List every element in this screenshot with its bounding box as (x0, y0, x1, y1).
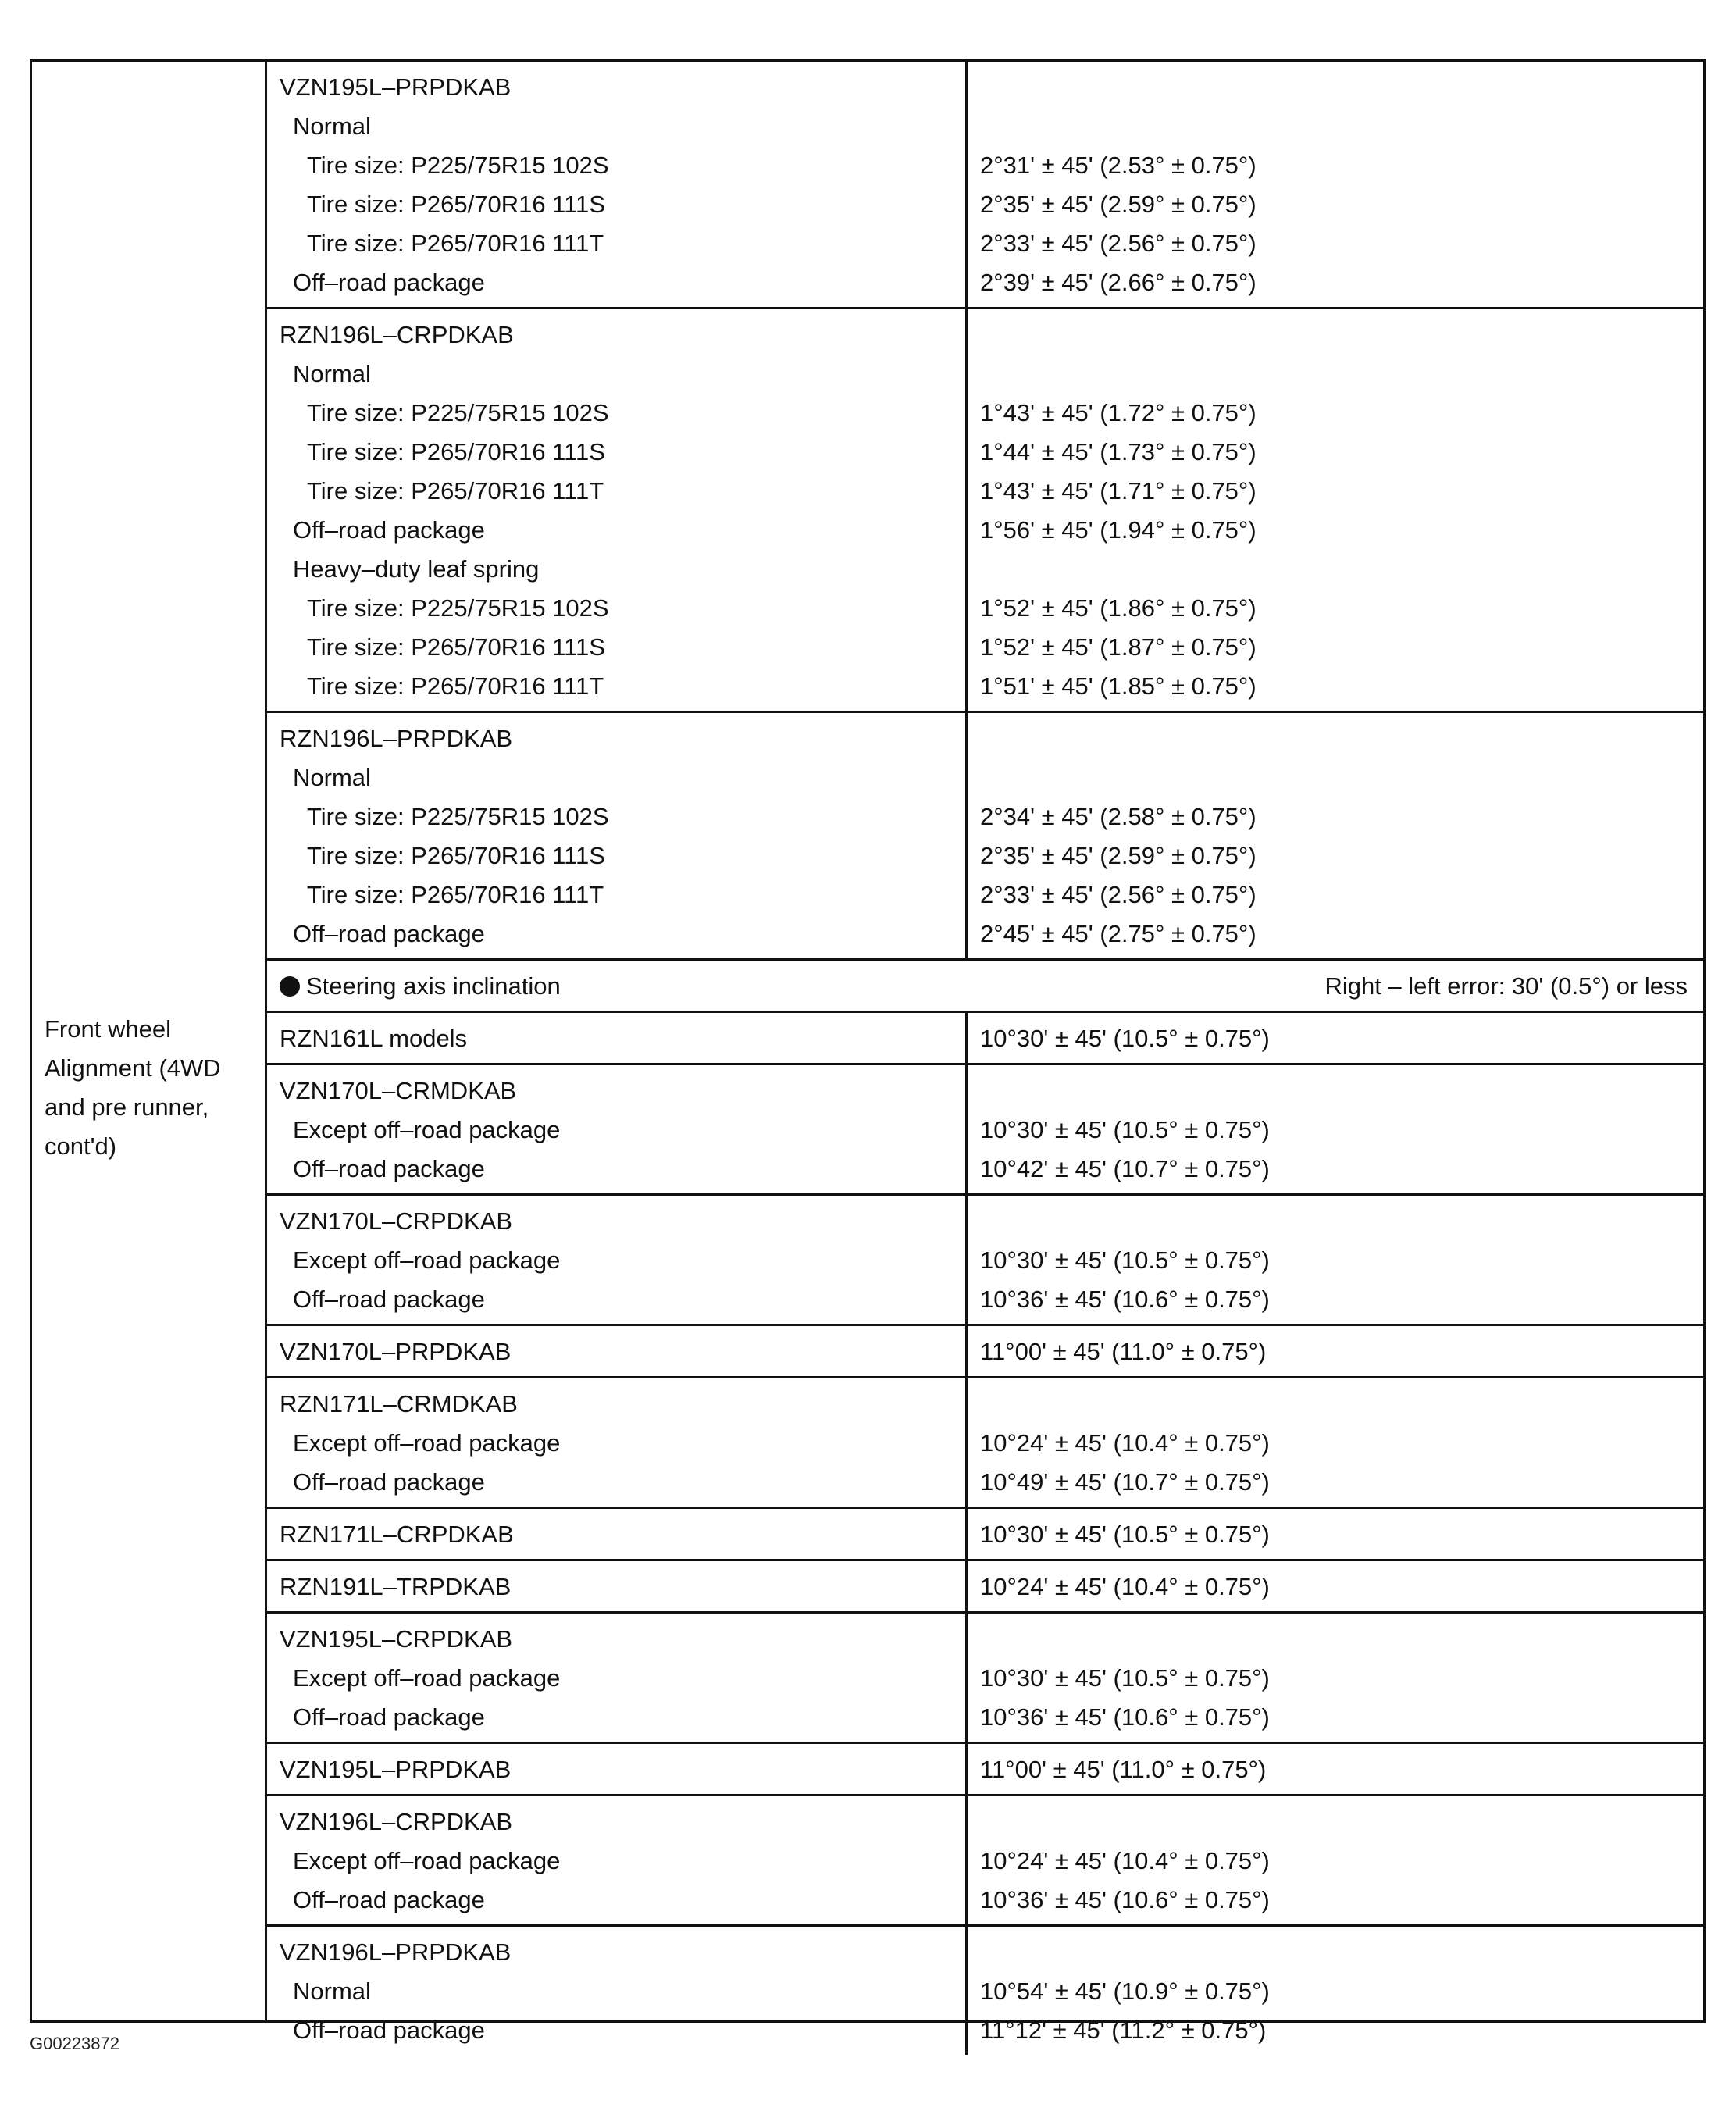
spec-block (267, 1744, 1703, 1796)
spec-block (267, 1927, 1703, 2055)
spec-label: Off–road package (293, 516, 485, 544)
spec-label-cell (267, 1065, 968, 1193)
spec-value: 10°54' ± 45' (10.9° ± 0.75°) (980, 1977, 1270, 2005)
spec-label: Tire size: P225/75R15 102S (307, 399, 609, 426)
spec-label: Off–road package (293, 2017, 485, 2044)
model-code: VZN170L–CRMDKAB (280, 1077, 517, 1104)
spec-label: Off–road package (293, 1286, 485, 1313)
model-code: VZN170L–PRPDKAB (280, 1338, 512, 1365)
spec-block (267, 1065, 1703, 1196)
spec-value-cell (968, 1326, 1703, 1376)
spec-value (980, 758, 1703, 797)
spec-value: 1°43' ± 45' (1.72° ± 0.75°) (980, 399, 1257, 426)
spec-label: Except off–road package (293, 1246, 561, 1274)
spec-value: 1°56' ± 45' (1.94° ± 0.75°) (980, 516, 1257, 544)
spec-label: Tire size: P265/70R16 111S (307, 438, 605, 465)
spec-value-cell (968, 713, 1703, 958)
spec-label-cell (267, 1927, 968, 2055)
spec-label: Normal (293, 1977, 371, 2005)
spec-label: Tire size: P265/70R16 111T (307, 230, 604, 257)
spec-label-cell (267, 1796, 968, 1924)
spec-label: Normal (293, 360, 371, 387)
spec-value-cell (968, 1013, 1703, 1063)
spec-value-cell (968, 1065, 1703, 1193)
model-code: VZN170L–CRPDKAB (280, 1207, 513, 1235)
spec-value: 11°00' ± 45' (11.0° ± 0.75°) (980, 1338, 1267, 1365)
spec-label: Off–road package (293, 269, 485, 296)
model-code: RZN171L–CRPDKAB (280, 1521, 514, 1548)
category-column (32, 62, 267, 2020)
spec-block (267, 1326, 1703, 1378)
spec-label-cell (267, 1614, 968, 1742)
spec-label: Except off–road package (293, 1116, 561, 1143)
spec-block (267, 1013, 1703, 1065)
spec-label: Heavy–duty leaf spring (293, 555, 540, 583)
spec-label: Tire size: P265/70R16 111T (307, 477, 604, 505)
spec-value-cell (968, 62, 1703, 307)
spec-value (980, 316, 1703, 355)
spec-label-cell (267, 62, 968, 307)
spec-label-cell (267, 1744, 968, 1794)
spec-label: Tire size: P265/70R16 111S (307, 633, 605, 661)
spec-value: 2°35' ± 45' (2.59° ± 0.75°) (980, 191, 1257, 218)
spec-value: 10°30' ± 45' (10.5° ± 0.75°) (980, 1664, 1270, 1692)
spec-label: Normal (293, 764, 371, 791)
category-label-line: Alignment (4WD (45, 1054, 221, 1082)
spec-label: Tire size: P265/70R16 111T (307, 881, 604, 908)
spec-value-cell (968, 1196, 1703, 1324)
model-code: RZN171L–CRMDKAB (280, 1390, 518, 1418)
spec-value: 1°51' ± 45' (1.85° ± 0.75°) (980, 672, 1257, 700)
spec-label-cell (267, 1196, 968, 1324)
spec-value: 1°44' ± 45' (1.73° ± 0.75°) (980, 438, 1257, 465)
spec-value (980, 355, 1703, 394)
model-code: RZN161L models (280, 1025, 468, 1052)
model-code: VZN195L–PRPDKAB (280, 73, 512, 101)
spec-value (980, 1620, 1703, 1659)
spec-label: Tire size: P225/75R15 102S (307, 803, 609, 830)
spec-label: Except off–road package (293, 1664, 561, 1692)
spec-value (980, 719, 1703, 758)
spec-value: 10°36' ± 45' (10.6° ± 0.75°) (980, 1703, 1270, 1731)
spec-value: 10°30' ± 45' (10.5° ± 0.75°) (980, 1521, 1270, 1548)
spec-value-cell (968, 1614, 1703, 1742)
spec-label: Tire size: P265/70R16 111S (307, 842, 605, 869)
category-label-line: Front wheel (45, 1015, 171, 1043)
model-code: VZN196L–CRPDKAB (280, 1808, 513, 1835)
spec-value: 1°52' ± 45' (1.86° ± 0.75°) (980, 594, 1257, 622)
spec-value (980, 1803, 1703, 1842)
spec-label-cell (267, 1561, 968, 1611)
spec-value-cell (968, 1378, 1703, 1507)
spec-label-cell (267, 309, 968, 711)
spec-value: 10°36' ± 45' (10.6° ± 0.75°) (980, 1286, 1270, 1313)
spec-label: Tire size: P265/70R16 111T (307, 672, 604, 700)
spec-value: 10°24' ± 45' (10.4° ± 0.75°) (980, 1573, 1270, 1600)
spec-value (980, 1072, 1703, 1111)
spec-value-cell (968, 1744, 1703, 1794)
spec-value: 2°34' ± 45' (2.58° ± 0.75°) (980, 803, 1257, 830)
spec-value (980, 1385, 1703, 1424)
category-label-line: and pre runner, (45, 1093, 209, 1121)
spec-label-cell (267, 1326, 968, 1376)
spec-value-cell (968, 1509, 1703, 1559)
spec-label: Off–road package (293, 1703, 485, 1731)
model-code: RZN196L–PRPDKAB (280, 725, 513, 752)
spec-rows (267, 62, 1703, 2044)
category-label (32, 1010, 221, 1166)
spec-value: 11°00' ± 45' (11.0° ± 0.75°) (980, 1756, 1267, 1783)
spec-value: 10°49' ± 45' (10.7° ± 0.75°) (980, 1468, 1270, 1496)
spec-value: 10°30' ± 45' (10.5° ± 0.75°) (980, 1025, 1270, 1052)
steering-axis-title-group (280, 967, 561, 1006)
spec-value: 2°33' ± 45' (2.56° ± 0.75°) (980, 881, 1257, 908)
spec-label: Tire size: P225/75R15 102S (307, 594, 609, 622)
spec-block (267, 713, 1703, 961)
spec-block (267, 1378, 1703, 1509)
spec-label-cell (267, 1013, 968, 1063)
spec-label: Off–road package (293, 920, 485, 947)
right-left-error-note: Right – left error: 30' (0.5°) or less (1324, 972, 1688, 1000)
spec-value-cell (968, 309, 1703, 711)
spec-value: 1°43' ± 45' (1.71° ± 0.75°) (980, 477, 1257, 505)
model-code: RZN191L–TRPDKAB (280, 1573, 512, 1600)
spec-value: 2°31' ± 45' (2.53° ± 0.75°) (980, 152, 1257, 179)
spec-label-cell (267, 1378, 968, 1507)
spec-value: 2°33' ± 45' (2.56° ± 0.75°) (980, 230, 1257, 257)
spec-label: Off–road package (293, 1468, 485, 1496)
spec-block (267, 309, 1703, 713)
spec-value: 10°36' ± 45' (10.6° ± 0.75°) (980, 1886, 1270, 1913)
spec-value (980, 1202, 1703, 1241)
figure-id: G00223872 (30, 2034, 119, 2053)
model-code: VZN196L–PRPDKAB (280, 1938, 512, 1966)
category-label-line: cont'd) (45, 1132, 117, 1160)
spec-value-cell (968, 1796, 1703, 1924)
spec-value-cell (968, 1561, 1703, 1611)
spec-label: Except off–road package (293, 1847, 561, 1874)
spec-value: 10°24' ± 45' (10.4° ± 0.75°) (980, 1429, 1270, 1457)
spec-value (980, 550, 1703, 589)
spec-label: Off–road package (293, 1886, 485, 1913)
spec-block (267, 1509, 1703, 1561)
bullet-icon (280, 976, 300, 997)
spec-block (267, 1796, 1703, 1927)
spec-label-cell (267, 713, 968, 958)
spec-value-cell (968, 1927, 1703, 2055)
model-code: RZN196L–CRPDKAB (280, 321, 514, 348)
spec-label: Normal (293, 112, 371, 140)
spec-value: 10°30' ± 45' (10.5° ± 0.75°) (980, 1246, 1270, 1274)
spec-label: Except off–road package (293, 1429, 561, 1457)
spec-value: 10°42' ± 45' (10.7° ± 0.75°) (980, 1155, 1270, 1182)
spec-block (267, 1614, 1703, 1744)
steering-axis-title: Steering axis inclination (306, 972, 561, 1000)
spec-value: 2°45' ± 45' (2.75° ± 0.75°) (980, 920, 1257, 947)
spec-value: 2°35' ± 45' (2.59° ± 0.75°) (980, 842, 1257, 869)
spec-value: 10°30' ± 45' (10.5° ± 0.75°) (980, 1116, 1270, 1143)
spec-value (980, 107, 1703, 146)
spec-label-cell (267, 1509, 968, 1559)
spec-value: 2°39' ± 45' (2.66° ± 0.75°) (980, 269, 1257, 296)
spec-block (267, 1561, 1703, 1614)
spec-value (980, 1933, 1703, 1972)
model-code: VZN195L–PRPDKAB (280, 1756, 512, 1783)
steering-axis-header (267, 961, 1703, 1013)
spec-block (267, 62, 1703, 309)
spec-value: 10°24' ± 45' (10.4° ± 0.75°) (980, 1847, 1270, 1874)
model-code: VZN195L–CRPDKAB (280, 1625, 513, 1653)
spec-label: Tire size: P225/75R15 102S (307, 152, 609, 179)
spec-value (980, 68, 1703, 107)
spec-label: Tire size: P265/70R16 111S (307, 191, 605, 218)
spec-value: 1°52' ± 45' (1.87° ± 0.75°) (980, 633, 1257, 661)
spec-label: Off–road package (293, 1155, 485, 1182)
spec-value: 11°12' ± 45' (11.2° ± 0.75°) (980, 2017, 1267, 2044)
spec-block (267, 1196, 1703, 1326)
